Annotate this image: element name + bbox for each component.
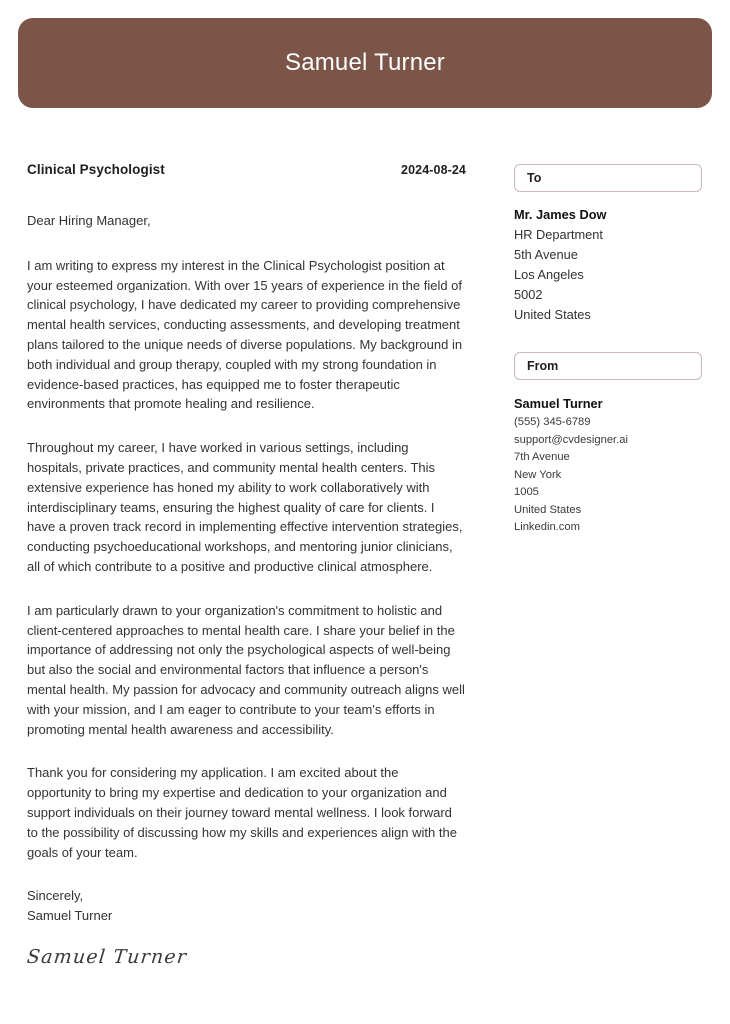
to-address-line: Los Angeles (514, 267, 584, 282)
letter-paragraph: Throughout my career, I have worked in various settings, including hospitals, private practices, and community mental health centers. This extensive experience has honed my ability to work collaboratively with interdisciplinary teams, ensuring the highest quality of care for clients. I have a proven track record in implementing effective intervention strategies, conducting psychoeducational workshops, and mentoring junior clinicians, all of which contribute to a positive and productive clinical atmosphere. (27, 440, 463, 574)
letter-heading-row (27, 162, 466, 177)
from-address-line: United States (514, 503, 582, 516)
letter-column (0, 108, 466, 968)
from-address-block (514, 393, 730, 537)
content-columns (0, 108, 730, 968)
to-address-line: 5th Avenue (514, 247, 578, 262)
closing-salutation: Sincerely, (27, 888, 84, 904)
from-section (514, 352, 730, 537)
document-body (0, 108, 730, 968)
job-title: Clinical Psychologist (27, 162, 165, 177)
from-website: Linkedin.com (514, 521, 580, 533)
from-label-box (514, 352, 702, 380)
from-email: support@cvdesigner.ai (514, 433, 628, 446)
page-title: Samuel Turner (284, 49, 445, 76)
letter-paragraph: I am writing to express my interest in the Clinical Psychologist position at your esteemed organization. With over 15 years of experience in the field of clinical psychology, I have dedicated my career to providing comprehensive mental health services, conducting assessments, and developing treatment plans tailored to the unique needs of diverse populations. My background in both individual and group therapy, coupled with my strong foundation in evidence-based practices, has equipped me to foster therapeutic environments that promote healing and resilience. (27, 257, 463, 412)
to-label: To (527, 171, 542, 185)
from-sender-name: Samuel Turner (514, 396, 603, 411)
letter-paragraph: Thank you for considering my application. I am excited about the opportunity to bring my expertise and dedication to your organization and support individuals on their journey toward mental wellness. I look forward to the possibility of discussing how my skills and experiences align with the goals of your team. (27, 765, 457, 860)
contacts-column (466, 108, 730, 537)
letter-date: 2024-08-24 (401, 163, 466, 177)
from-address-line: 1005 (514, 486, 539, 498)
to-label-box (514, 164, 702, 192)
closing-name: Samuel Turner (27, 908, 113, 924)
to-recipient-name: Mr. James Dow (514, 207, 607, 222)
salutation: Dear Hiring Manager, (27, 213, 151, 228)
signature: Samuel Turner (25, 945, 189, 968)
to-address-line: HR Department (514, 227, 603, 242)
from-address-line: New York (514, 468, 562, 481)
from-address-line: 7th Avenue (514, 451, 570, 463)
letter-paragraph: I am particularly drawn to your organization's commitment to holistic and client-centered approaches to mental health care. I share your belief in the importance of addressing not only the psychological aspects of well-being but also the social and environmental factors that influence a person's mental health. My passion for advocacy and community outreach aligns well with your mission, and I am eager to contribute to your team's efforts in promoting mental health awareness and accessibility. (27, 602, 465, 737)
from-phone: (555) 345-6789 (514, 416, 591, 428)
to-address-line: 5002 (514, 287, 543, 302)
to-section (514, 164, 730, 325)
header-banner (18, 18, 712, 108)
to-address-block (514, 205, 730, 325)
to-address-line: United States (514, 307, 591, 322)
from-label: From (527, 359, 559, 373)
